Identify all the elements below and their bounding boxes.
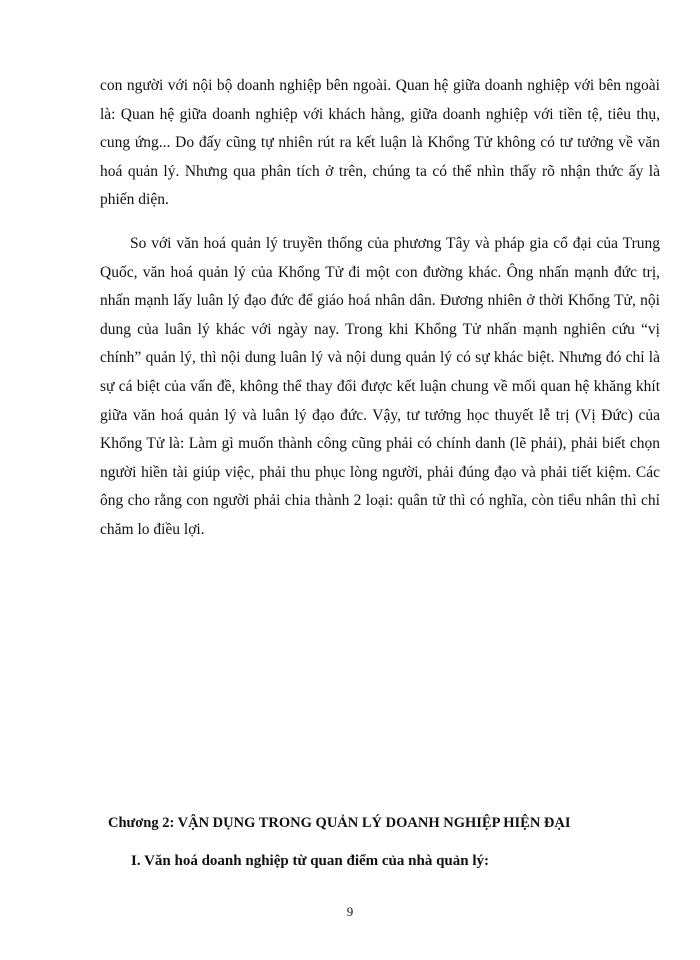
body-paragraph-1: con người với nội bộ doanh nghiệp bên ngoài. Quan hệ giữa doanh nghiệp với bên ngoài là: Quan hệ giữa doanh nghiệp với khách hàng, giữa doanh nghiệp với tiền tệ, tiêu thụ, cung ứng... Do đấy cũng tự nhiên rút ra kết luận là Khổng Tử không có tư tưởng về văn hoá quản lý. Nhưng qua phân tích ở trên, chúng ta có thể nhìn thấy rõ nhận thức ấy là phiến diện. [100, 77, 660, 209]
body-paragraph-2: So với văn hoá quản lý truyền thống của phương Tây và pháp gia cổ đại của Trung Quốc, văn hoá quản lý của Khổng Tử đi một con đường khác. Ông nhấn mạnh đức trị, nhấn mạnh lấy luân lý đạo đức để giáo hoá nhân dân. Đương nhiên ở thời Khổng Tử, nội dung của luân lý khác với ngày nay. Trong khi Khổng Tử nhấn mạnh nghiên cứu “vị chính” quản lý, thì nội dung luân lý và nội dung quản lý có sự khác biệt. Nhưng đó chỉ là sự cá biệt của vấn đề, không thể thay đổi được kết luận chung về mối quan hệ khăng khít giữa văn hoá quản lý và luân lý đạo đức. Vậy, tư tưởng học thuyết lễ trị (Vị Đức) của Khổng Tử là: Làm gì muốn thành công cũng phải có chính danh (lẽ phải), phải biết chọn người hiền tài giúp việc, phải thu phục lòng người, phải đúng đạo và phải tiết kiệm. Các ông cho rằng con người phải chia thành 2 loại: quân tử thì có nghĩa, còn tiểu nhân thì chỉ chăm lo điều lợi. [100, 235, 660, 538]
chapter-heading: Chương 2: VẬN DỤNG TRONG QUẢN LÝ DOANH NGHIỆP HIỆN ĐẠI [108, 815, 571, 831]
section-heading: I. Văn hoá doanh nghiệp từ quan điểm của nhà quản lý: [131, 853, 490, 869]
page-number: 9 [346, 904, 354, 919]
